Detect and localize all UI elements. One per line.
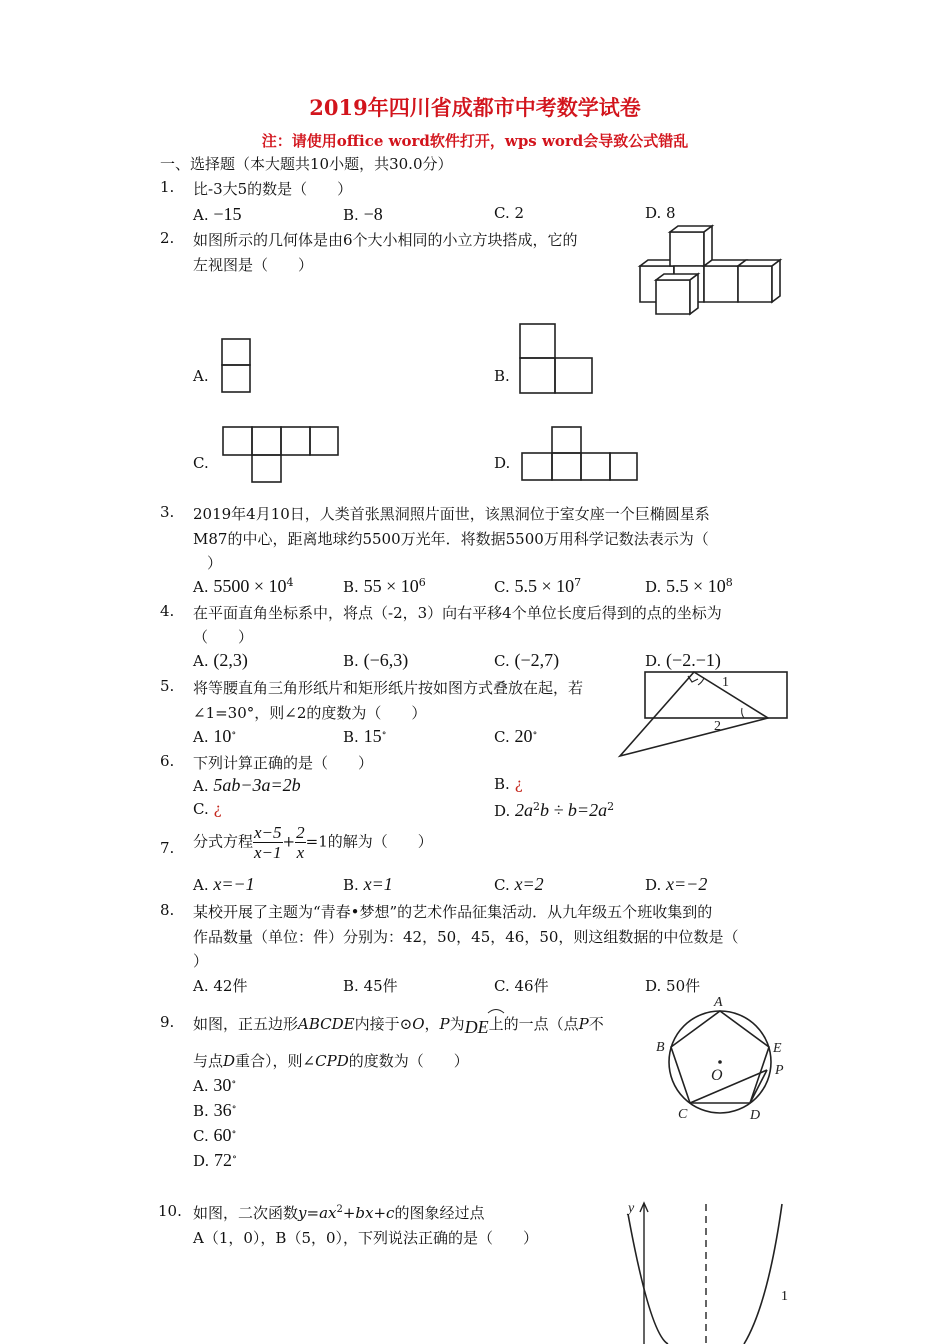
- q3-option-b: B. $55 \times 10^6$: [343, 576, 426, 596]
- q9-option-c: C. 60∘: [193, 1125, 237, 1145]
- q10-number: 10.: [158, 1202, 182, 1220]
- q4-line2: （ ）: [193, 628, 254, 646]
- q3-number: 3.: [160, 503, 175, 521]
- q2-line1: 如图所示的几何体是由6个大小相同的小立方块搭成，它的: [193, 231, 578, 249]
- page-number: 1: [781, 1289, 788, 1304]
- q2-number: 2.: [160, 229, 175, 247]
- q8-option-a: A. 42件: [193, 977, 248, 995]
- q5-number: 5.: [160, 677, 175, 695]
- q5-angle-1-label: 1: [722, 675, 729, 690]
- q5-line1: 将等腰直角三角形纸片和矩形纸片按如图方式叠放在起，若: [193, 679, 584, 697]
- q5-option-b: B. 15∘: [343, 726, 387, 746]
- q2-option-b-figure: [519, 323, 595, 395]
- q8-line2: 作品数量（单位：件）分别为：42，50，45，46，50，则这组数据的中位数是（: [193, 928, 739, 946]
- q8-number: 8.: [160, 901, 175, 919]
- q6-number: 6.: [160, 752, 175, 770]
- page-title: 2019年四川省成都市中考数学试卷: [309, 95, 641, 120]
- q9-label-c: C: [678, 1107, 688, 1122]
- q10-line1: 如图，二次函数$y=ax^2+bx+c$的图象经过点: [193, 1204, 485, 1222]
- q5-option-a: A. 10∘: [193, 726, 237, 746]
- q6-option-a: A. 5ab−3a=2b: [193, 775, 301, 795]
- q7-option-a: A. x=−1: [193, 874, 255, 894]
- q2-option-c-figure: [222, 426, 340, 484]
- q2-option-b-label: B.: [494, 367, 510, 385]
- q2-option-a-label: A.: [193, 367, 209, 385]
- q9-label-e: E: [773, 1041, 782, 1056]
- q2-solid-figure: [630, 224, 790, 316]
- q8-option-b: B. 45件: [343, 977, 398, 995]
- section-heading: 一、选择题（本大题共10小题，共30.0分）: [160, 155, 453, 173]
- q2-option-d-figure: [521, 426, 639, 482]
- q1-option-b: B. −8: [343, 204, 383, 224]
- q2-line2: 左视图是（ ）: [193, 256, 314, 274]
- q4-option-b: B. (−6,3): [343, 650, 409, 670]
- q8-line3: ）: [193, 952, 209, 970]
- q9-label-a: A: [714, 995, 723, 1010]
- q9-label-d: D: [750, 1108, 761, 1123]
- q9-figure: [650, 992, 790, 1122]
- q9-label-o: O: [711, 1067, 723, 1084]
- q3-option-d: D. $5.5 \times 10^8$: [645, 576, 733, 596]
- q8-option-d: D. 50件: [645, 977, 701, 995]
- q3-line2: M87的中心，距离地球约5500万光年．将数据5500万用科学记数法表示为（: [193, 530, 709, 548]
- q5-figure: [618, 668, 790, 760]
- q1-option-d: D. 8: [645, 204, 676, 222]
- q10-y-axis-label: y: [628, 1201, 635, 1216]
- q4-line1: 在平面直角坐标系中，将点（-2，3）向右平移4个单位长度后得到的点的坐标为: [193, 604, 722, 622]
- q2-option-d-label: D.: [494, 454, 511, 472]
- q6-option-b: B. ¿: [494, 775, 523, 793]
- q8-line1: 某校开展了主题为“青春•梦想”的艺术作品征集活动．从九年级五个班收集到的: [193, 903, 713, 921]
- q3-option-a: A. $5500 \times 10^4$: [193, 576, 294, 596]
- q9-arc-mark: [486, 1006, 506, 1014]
- q6-option-c: C. ¿: [193, 800, 222, 818]
- q10-figure: [620, 1194, 790, 1344]
- q2-option-c-label: C.: [193, 454, 209, 472]
- q4-number: 4.: [160, 602, 175, 620]
- q1-text: 比-3大5的数是（ ）: [193, 180, 353, 198]
- q1-number: 1.: [160, 178, 175, 196]
- q7-number: 7.: [160, 839, 175, 857]
- q2-option-a-figure: [221, 338, 251, 394]
- q7-option-b: B. x=1: [343, 874, 393, 894]
- q9-option-a: A. 30∘: [193, 1075, 237, 1095]
- q9-number: 9.: [160, 1013, 175, 1031]
- q9-line1: 如图，正五边形ABCDE内接于⊙O，P为DE上的一点（点P不: [193, 1015, 604, 1037]
- q9-label-p: P: [775, 1063, 784, 1078]
- q1-option-a: A. −15: [193, 204, 242, 224]
- q9-option-b: B. 36∘: [193, 1100, 237, 1120]
- q7-text: 分式方程 $\frac{x-5}{x-1}$ + $\frac{2}{x}$ =1的解为（ ）: [193, 823, 433, 862]
- q8-option-c: C. 46件: [494, 977, 549, 995]
- q1-option-c: C. 2: [494, 204, 525, 222]
- q4-option-d: D. (−2.−1): [645, 650, 721, 670]
- q4-option-a: A. (2,3): [193, 650, 248, 670]
- q5-option-c: C. 20∘: [494, 726, 538, 746]
- q7-option-d: D. x=−2: [645, 874, 708, 894]
- q3-line1: 2019年4月10日，人类首张黑洞照片面世，该黑洞位于室女座一个巨椭圆星系: [193, 505, 710, 523]
- q9-option-d: D. 72∘: [193, 1150, 237, 1170]
- q9-line2: 与点D重合），则∠CPD的度数为（ ）: [193, 1052, 469, 1070]
- q10-line2: A（1，0），B（5，0），下列说法正确的是（ ）: [193, 1229, 539, 1247]
- q4-option-c: C. (−2,7): [494, 650, 560, 670]
- q6-option-d: D. $2a^2b \div b=2a^2$: [494, 800, 615, 820]
- q3-option-c: C. $5.5 \times 10^7$: [494, 576, 582, 596]
- q9-label-b: B: [656, 1040, 665, 1055]
- q5-angle-2-label: 2: [714, 719, 721, 734]
- q7-option-c: C. x=2: [494, 874, 544, 894]
- notice: 注：请使用office word软件打开，wps word会导致公式错乱: [261, 132, 689, 150]
- q5-line2: ∠1=30°，则∠2的度数为（ ）: [193, 704, 427, 722]
- q6-text: 下列计算正确的是（ ）: [193, 754, 374, 772]
- q3-line3: ）: [207, 554, 223, 572]
